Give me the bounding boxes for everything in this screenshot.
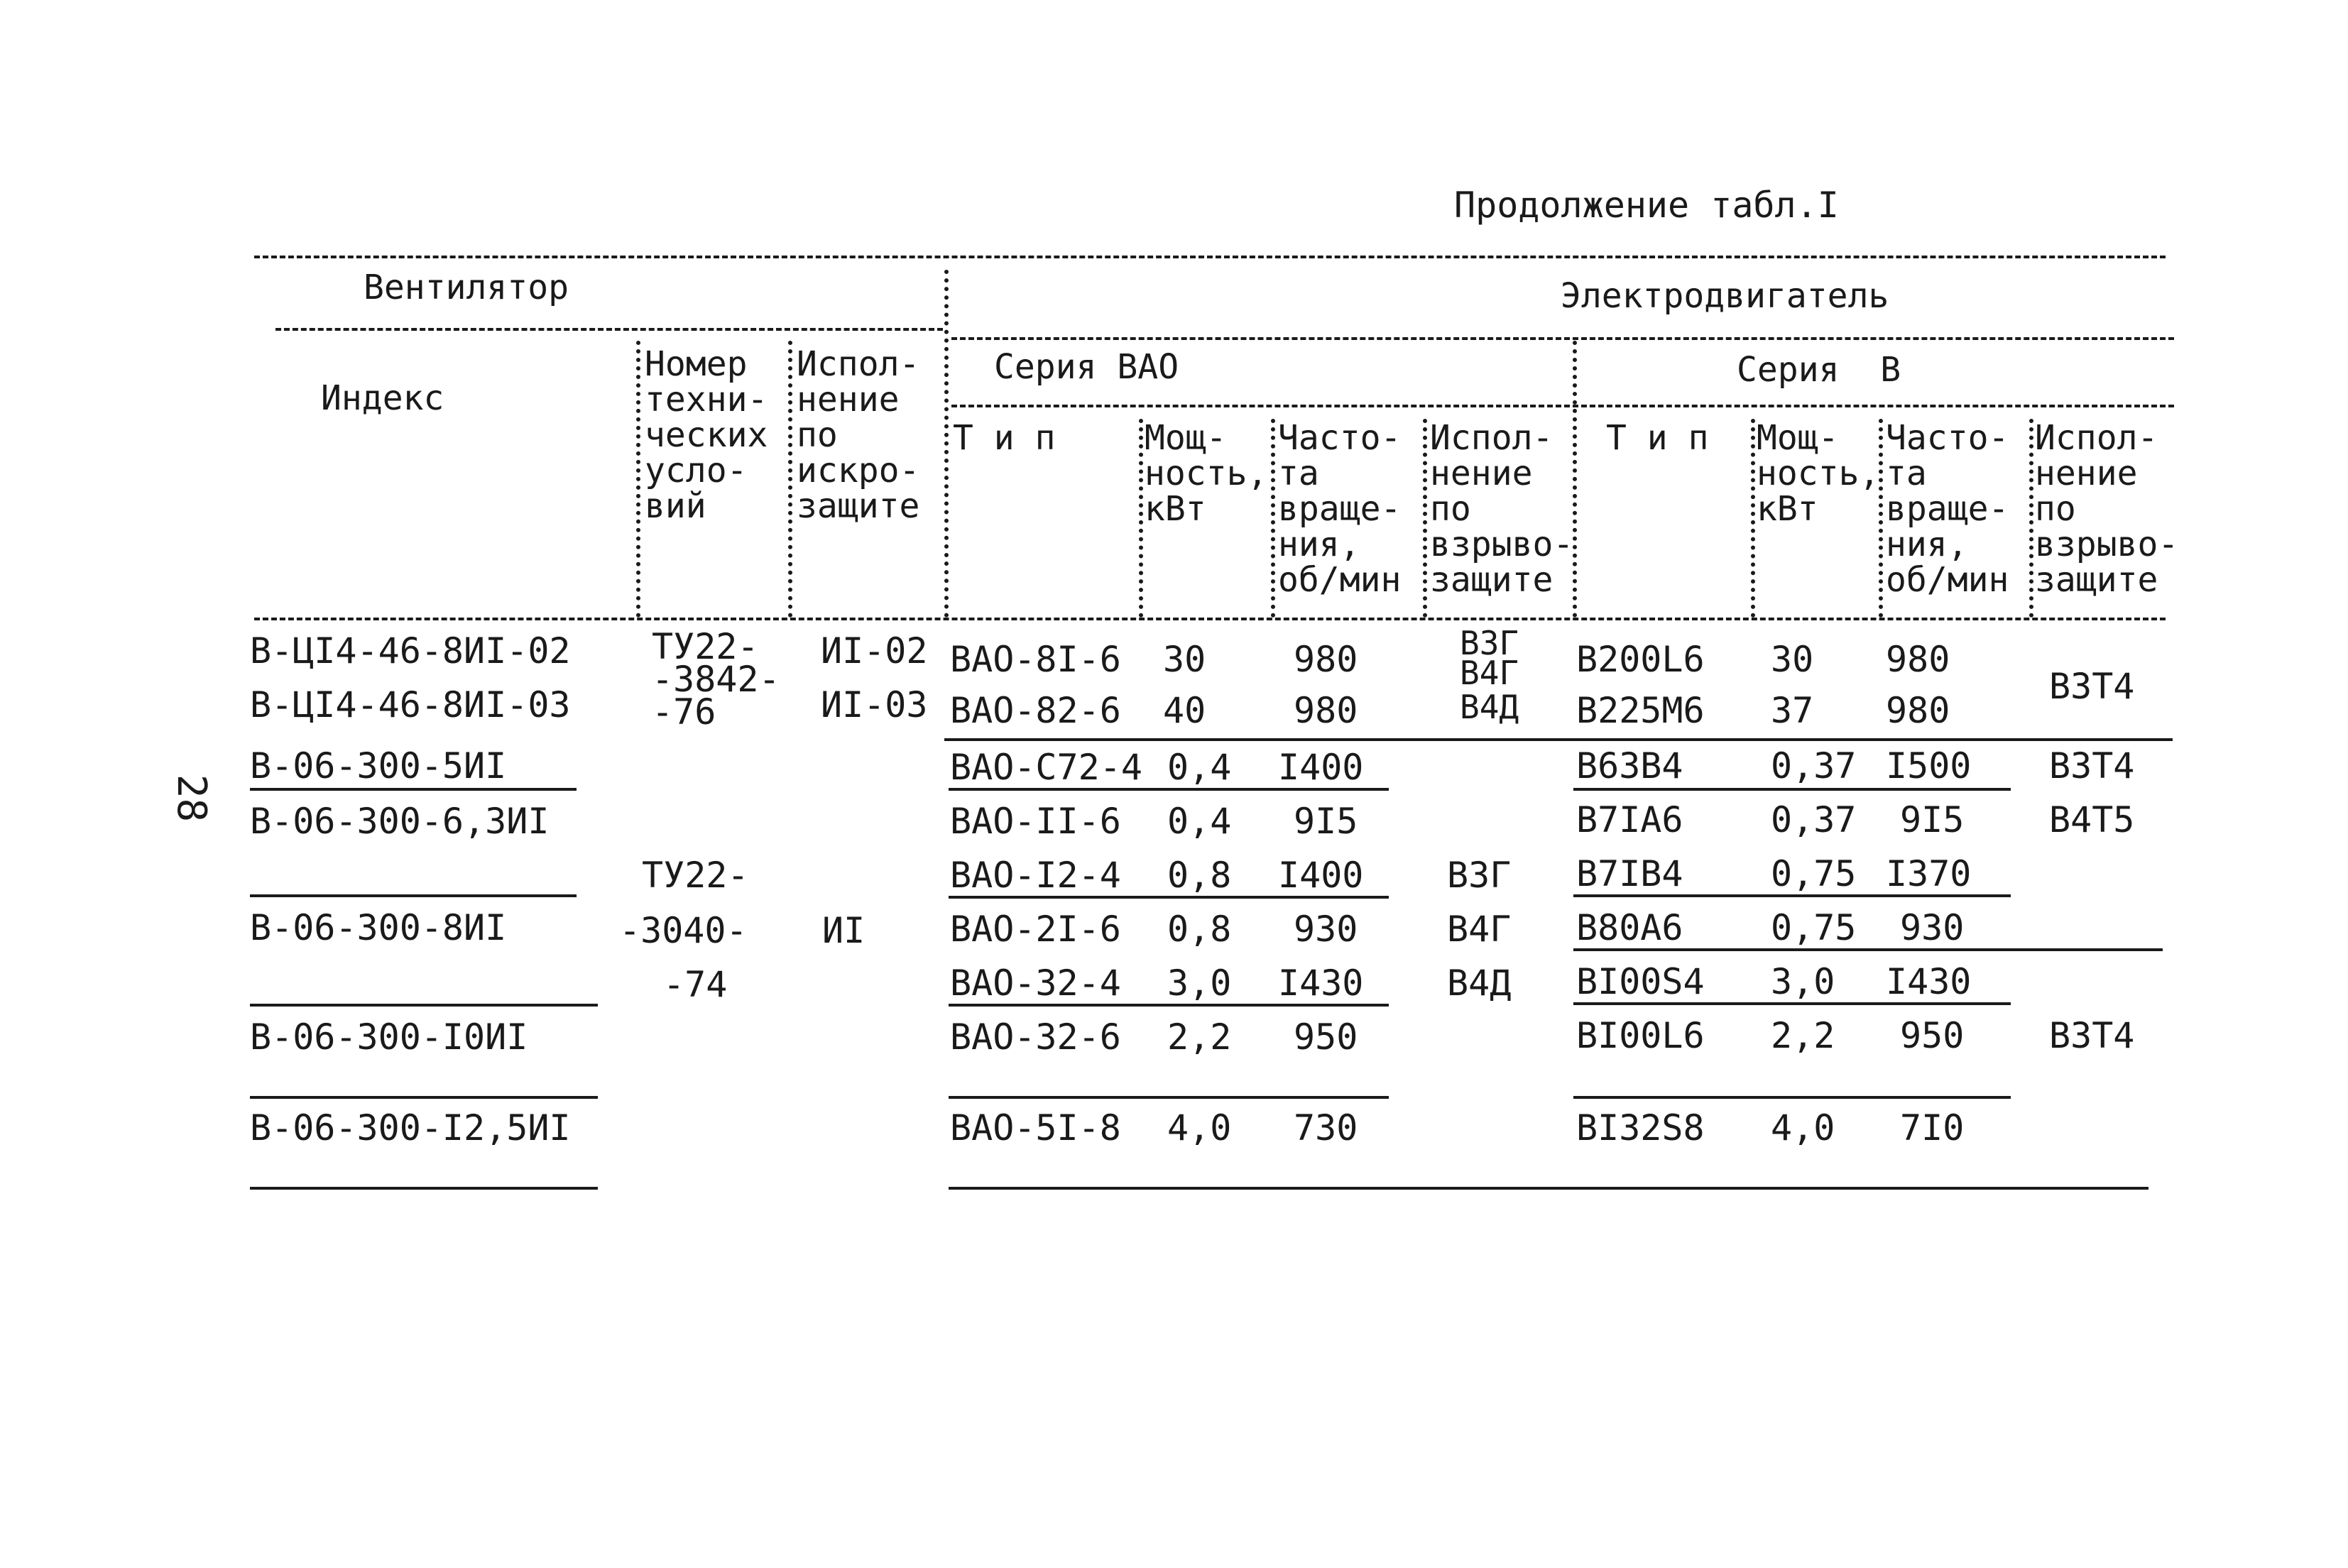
vao-power: 0,8	[1167, 909, 1232, 950]
v-type: В7IВ4	[1576, 853, 1683, 894]
header-power-line: Мощ-	[1145, 418, 1227, 458]
col-sep-fan-motor	[944, 270, 949, 618]
v-type: В7IА6	[1576, 799, 1683, 840]
fan-index: В-06-300-6,3ИI	[250, 801, 550, 842]
header-power-line: Мощ-	[1757, 418, 1839, 458]
col-sep-vao-speed	[1271, 419, 1275, 618]
fan-index: В-06-300-I0ИI	[250, 1016, 528, 1058]
v-type: В200L6	[1576, 639, 1705, 680]
header-expl-line: нение	[2035, 454, 2138, 493]
col-sep-v-expl	[2029, 419, 2033, 618]
v-explosion: В4Т5	[2049, 799, 2135, 840]
tu-number: ТУ22-	[652, 626, 759, 667]
fan-index: В-06-300-I2,5ИI	[250, 1107, 571, 1148]
v-speed: 980	[1886, 639, 1950, 680]
header-expl-line: по	[2035, 489, 2076, 529]
group-separator	[944, 738, 2173, 741]
vao-type: ВАО-С72-4	[950, 747, 1142, 788]
vao-power: 2,2	[1167, 1016, 1232, 1058]
vao-explosion: ВЗГ	[1447, 855, 1512, 896]
v-row-rule	[1573, 1096, 2011, 1099]
fan-index-rule	[250, 1096, 598, 1099]
v-type: ВI00S4	[1576, 961, 1705, 1002]
v-type: В80А6	[1576, 907, 1683, 948]
fan-index: В-06-300-5ИI	[250, 745, 507, 786]
v-power: 30	[1771, 639, 1814, 680]
vao-power: 0,4	[1167, 747, 1232, 788]
rule-header-bottom	[254, 618, 2166, 620]
fan-index-rule	[250, 788, 577, 791]
v-speed: I370	[1886, 853, 1972, 894]
v-type: В225М6	[1576, 690, 1705, 731]
vao-power: 0,4	[1167, 801, 1232, 842]
vao-type: ВАО-82-6	[950, 690, 1121, 731]
header-speed-line: ния,	[1278, 525, 1360, 564]
spark-protection: ИI	[822, 910, 866, 951]
v-speed: 930	[1900, 907, 1965, 948]
vao-type: ВАО-5I-8	[950, 1107, 1121, 1148]
vao-row-rule	[949, 1096, 1389, 1099]
col-sep-vao-expl	[1423, 419, 1427, 618]
v-power: 4,0	[1771, 1107, 1835, 1148]
vao-speed: 980	[1294, 639, 1358, 680]
tu-number: -3040-	[619, 910, 748, 951]
header-tu-line: вий	[645, 486, 706, 526]
vao-type: ВАО-2I-6	[950, 909, 1121, 950]
header-speed-line: та	[1886, 454, 1927, 493]
header-speed-line: та	[1278, 454, 1319, 493]
vao-speed: I400	[1278, 747, 1364, 788]
vao-explosion: В4Г	[1460, 654, 1519, 692]
v-power: 3,0	[1771, 961, 1835, 1002]
vao-power: 3,0	[1167, 963, 1232, 1004]
header-power-line: ность,	[1145, 454, 1268, 493]
header-spark-line: нение	[797, 380, 900, 420]
tu-number: -3842-	[652, 659, 780, 700]
header-speed-line: об/мин	[1278, 560, 1402, 600]
fan-index-rule	[250, 1004, 598, 1007]
vao-explosion: ВЗГ	[1460, 624, 1519, 662]
v-explosion: ВЗТ4	[2049, 666, 2135, 707]
table-caption: Продолжение табл.I	[1454, 185, 1839, 226]
vao-power: 40	[1163, 690, 1206, 731]
v-row-rule	[1573, 948, 2163, 951]
vao-type: ВАО-II-6	[950, 801, 1121, 842]
vao-speed: I400	[1278, 855, 1364, 896]
header-speed-line: враще-	[1886, 489, 2009, 529]
header-tu-line: ческих	[645, 415, 768, 455]
v-row-rule	[1573, 788, 2011, 791]
v-row-rule	[1573, 1002, 2011, 1005]
vao-type: ВАО-32-4	[950, 963, 1121, 1004]
vao-explosion: В4Г	[1447, 909, 1512, 950]
header-v-type: Т и п	[1606, 418, 1709, 458]
v-explosion: ВЗТ4	[2049, 745, 2135, 786]
v-power: 0,75	[1771, 853, 1857, 894]
vao-row-rule	[949, 896, 1389, 899]
header-expl-line: защите	[2035, 560, 2158, 600]
header-speed-line: враще-	[1278, 489, 1402, 529]
v-speed: 7I0	[1900, 1107, 1965, 1148]
header-spark-line: Испол-	[797, 344, 920, 384]
tu-number: ТУ22-	[642, 855, 749, 896]
col-sep-tu	[636, 341, 640, 618]
v-explosion: ВЗТ4	[2049, 1015, 2135, 1056]
col-sep-spark	[788, 341, 792, 618]
vao-row-rule	[949, 788, 1389, 791]
header-speed-line: об/мин	[1886, 560, 2009, 600]
header-tu-line: усло-	[645, 451, 748, 490]
v-power: 0,75	[1771, 907, 1857, 948]
header-power-line: кВт	[1145, 489, 1206, 529]
col-sep-v-power	[1751, 419, 1755, 618]
vao-type: ВАО-8I-6	[950, 639, 1121, 680]
vao-power: 4,0	[1167, 1107, 1232, 1148]
header-spark-line: искро-	[797, 451, 920, 490]
rule-motor-header	[951, 337, 2174, 340]
v-type: В63В4	[1576, 745, 1683, 786]
v-power: 0,37	[1771, 799, 1857, 840]
header-speed-line: Часто-	[1886, 418, 2009, 458]
header-expl-line: защите	[1430, 560, 1553, 600]
vao-speed: 9I5	[1294, 801, 1358, 842]
v-row-rule	[1573, 894, 2011, 897]
col-sep-v-speed	[1879, 419, 1883, 618]
vao-explosion: В4Д	[1447, 963, 1512, 1004]
header-motor: Электродвигатель	[1561, 276, 1889, 316]
vao-row-rule	[949, 1004, 1389, 1007]
header-expl-line: Испол-	[2035, 418, 2158, 458]
page-number: 28	[168, 774, 215, 823]
v-type: ВI00L6	[1576, 1015, 1705, 1056]
vao-speed: 950	[1294, 1016, 1358, 1058]
spark-protection: ИI-03	[821, 684, 928, 725]
vao-type: ВАО-I2-4	[950, 855, 1121, 896]
rule-series-header	[951, 405, 2174, 407]
vao-speed: I430	[1278, 963, 1364, 1004]
header-speed-line: Часто-	[1278, 418, 1402, 458]
header-vao-type: Т и п	[953, 418, 1056, 458]
header-spark-line: защите	[797, 486, 920, 526]
header-series-vao: Серия ВАО	[994, 347, 1179, 387]
header-spark-line: по	[797, 415, 838, 455]
v-power: 2,2	[1771, 1015, 1835, 1056]
v-power: 0,37	[1771, 745, 1857, 786]
spark-protection: ИI-02	[821, 630, 928, 671]
col-sep-vao-power	[1139, 419, 1143, 618]
fan-index-rule	[250, 1187, 598, 1190]
vao-speed: 730	[1294, 1107, 1358, 1148]
fan-index: В-ЦI4-46-8ИI-03	[250, 684, 571, 725]
rule-fan-header	[275, 328, 943, 331]
v-power: 37	[1771, 690, 1814, 731]
header-index: Индекс	[321, 378, 444, 418]
header-power-line: ность,	[1757, 454, 1880, 493]
header-expl-line: по	[1430, 489, 1471, 529]
tu-number: -74	[663, 964, 728, 1005]
rule-top	[254, 256, 2166, 258]
v-speed: 9I5	[1900, 799, 1965, 840]
vao-speed: 930	[1294, 909, 1358, 950]
header-fan: Вентилятор	[364, 268, 569, 307]
header-series-v: Серия В	[1737, 350, 1901, 390]
v-speed: I430	[1886, 961, 1972, 1002]
vao-type: ВАО-32-6	[950, 1016, 1121, 1058]
v-speed: 950	[1900, 1015, 1965, 1056]
vao-power: 0,8	[1167, 855, 1232, 896]
header-power-line: кВт	[1757, 489, 1818, 529]
header-speed-line: ния,	[1886, 525, 1968, 564]
header-tu-line: техни-	[645, 380, 768, 420]
fan-index: В-06-300-8ИI	[250, 907, 507, 948]
tu-number: -76	[652, 691, 716, 733]
v-speed: I500	[1886, 745, 1972, 786]
vao-explosion: В4Д	[1460, 688, 1519, 726]
header-expl-line: взрыво-	[2035, 525, 2179, 564]
vao-speed: 980	[1294, 690, 1358, 731]
header-expl-line: Испол-	[1430, 418, 1553, 458]
v-type: ВI32S8	[1576, 1107, 1705, 1148]
vao-row-rule	[949, 1187, 2148, 1190]
fan-index: В-ЦI4-46-8ИI-02	[250, 630, 571, 671]
col-sep-series	[1573, 341, 1577, 618]
header-expl-line: взрыво-	[1430, 525, 1574, 564]
header-expl-line: нение	[1430, 454, 1533, 493]
vao-power: 30	[1163, 639, 1206, 680]
header-tu-line: Номер	[645, 344, 748, 384]
v-speed: 980	[1886, 690, 1950, 731]
fan-index-rule	[250, 894, 577, 897]
